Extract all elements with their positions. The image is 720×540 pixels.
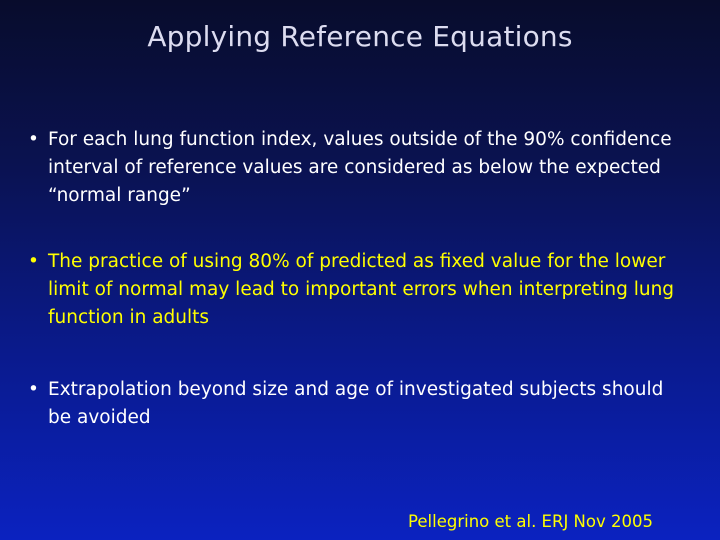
bullet-list <box>24 126 684 432</box>
slide-title: Applying Reference Equations <box>147 20 573 53</box>
bullet-item-confidence-interval <box>24 126 684 210</box>
bullet-text: For each lung function index, values outside of the 90% confidence interval of reference values are considered as below the expected “normal range” <box>48 129 672 206</box>
bullet-marker-icon: • <box>28 251 39 272</box>
bullet-marker-icon: • <box>28 379 39 400</box>
bullet-item-extrapolation <box>24 376 684 432</box>
bullet-text: Extrapolation beyond size and age of investigated subjects should be avoided <box>48 379 664 428</box>
bullet-text: The practice of using 80% of predicted as fixed value for the lower limit of normal may lead to important errors when interpreting lung function in adults <box>48 251 675 328</box>
bullet-item-fixed-value-warning <box>24 248 684 332</box>
citation: Pellegrino et al. ERJ Nov 2005 <box>408 512 653 531</box>
bullet-marker-icon: • <box>28 129 39 150</box>
